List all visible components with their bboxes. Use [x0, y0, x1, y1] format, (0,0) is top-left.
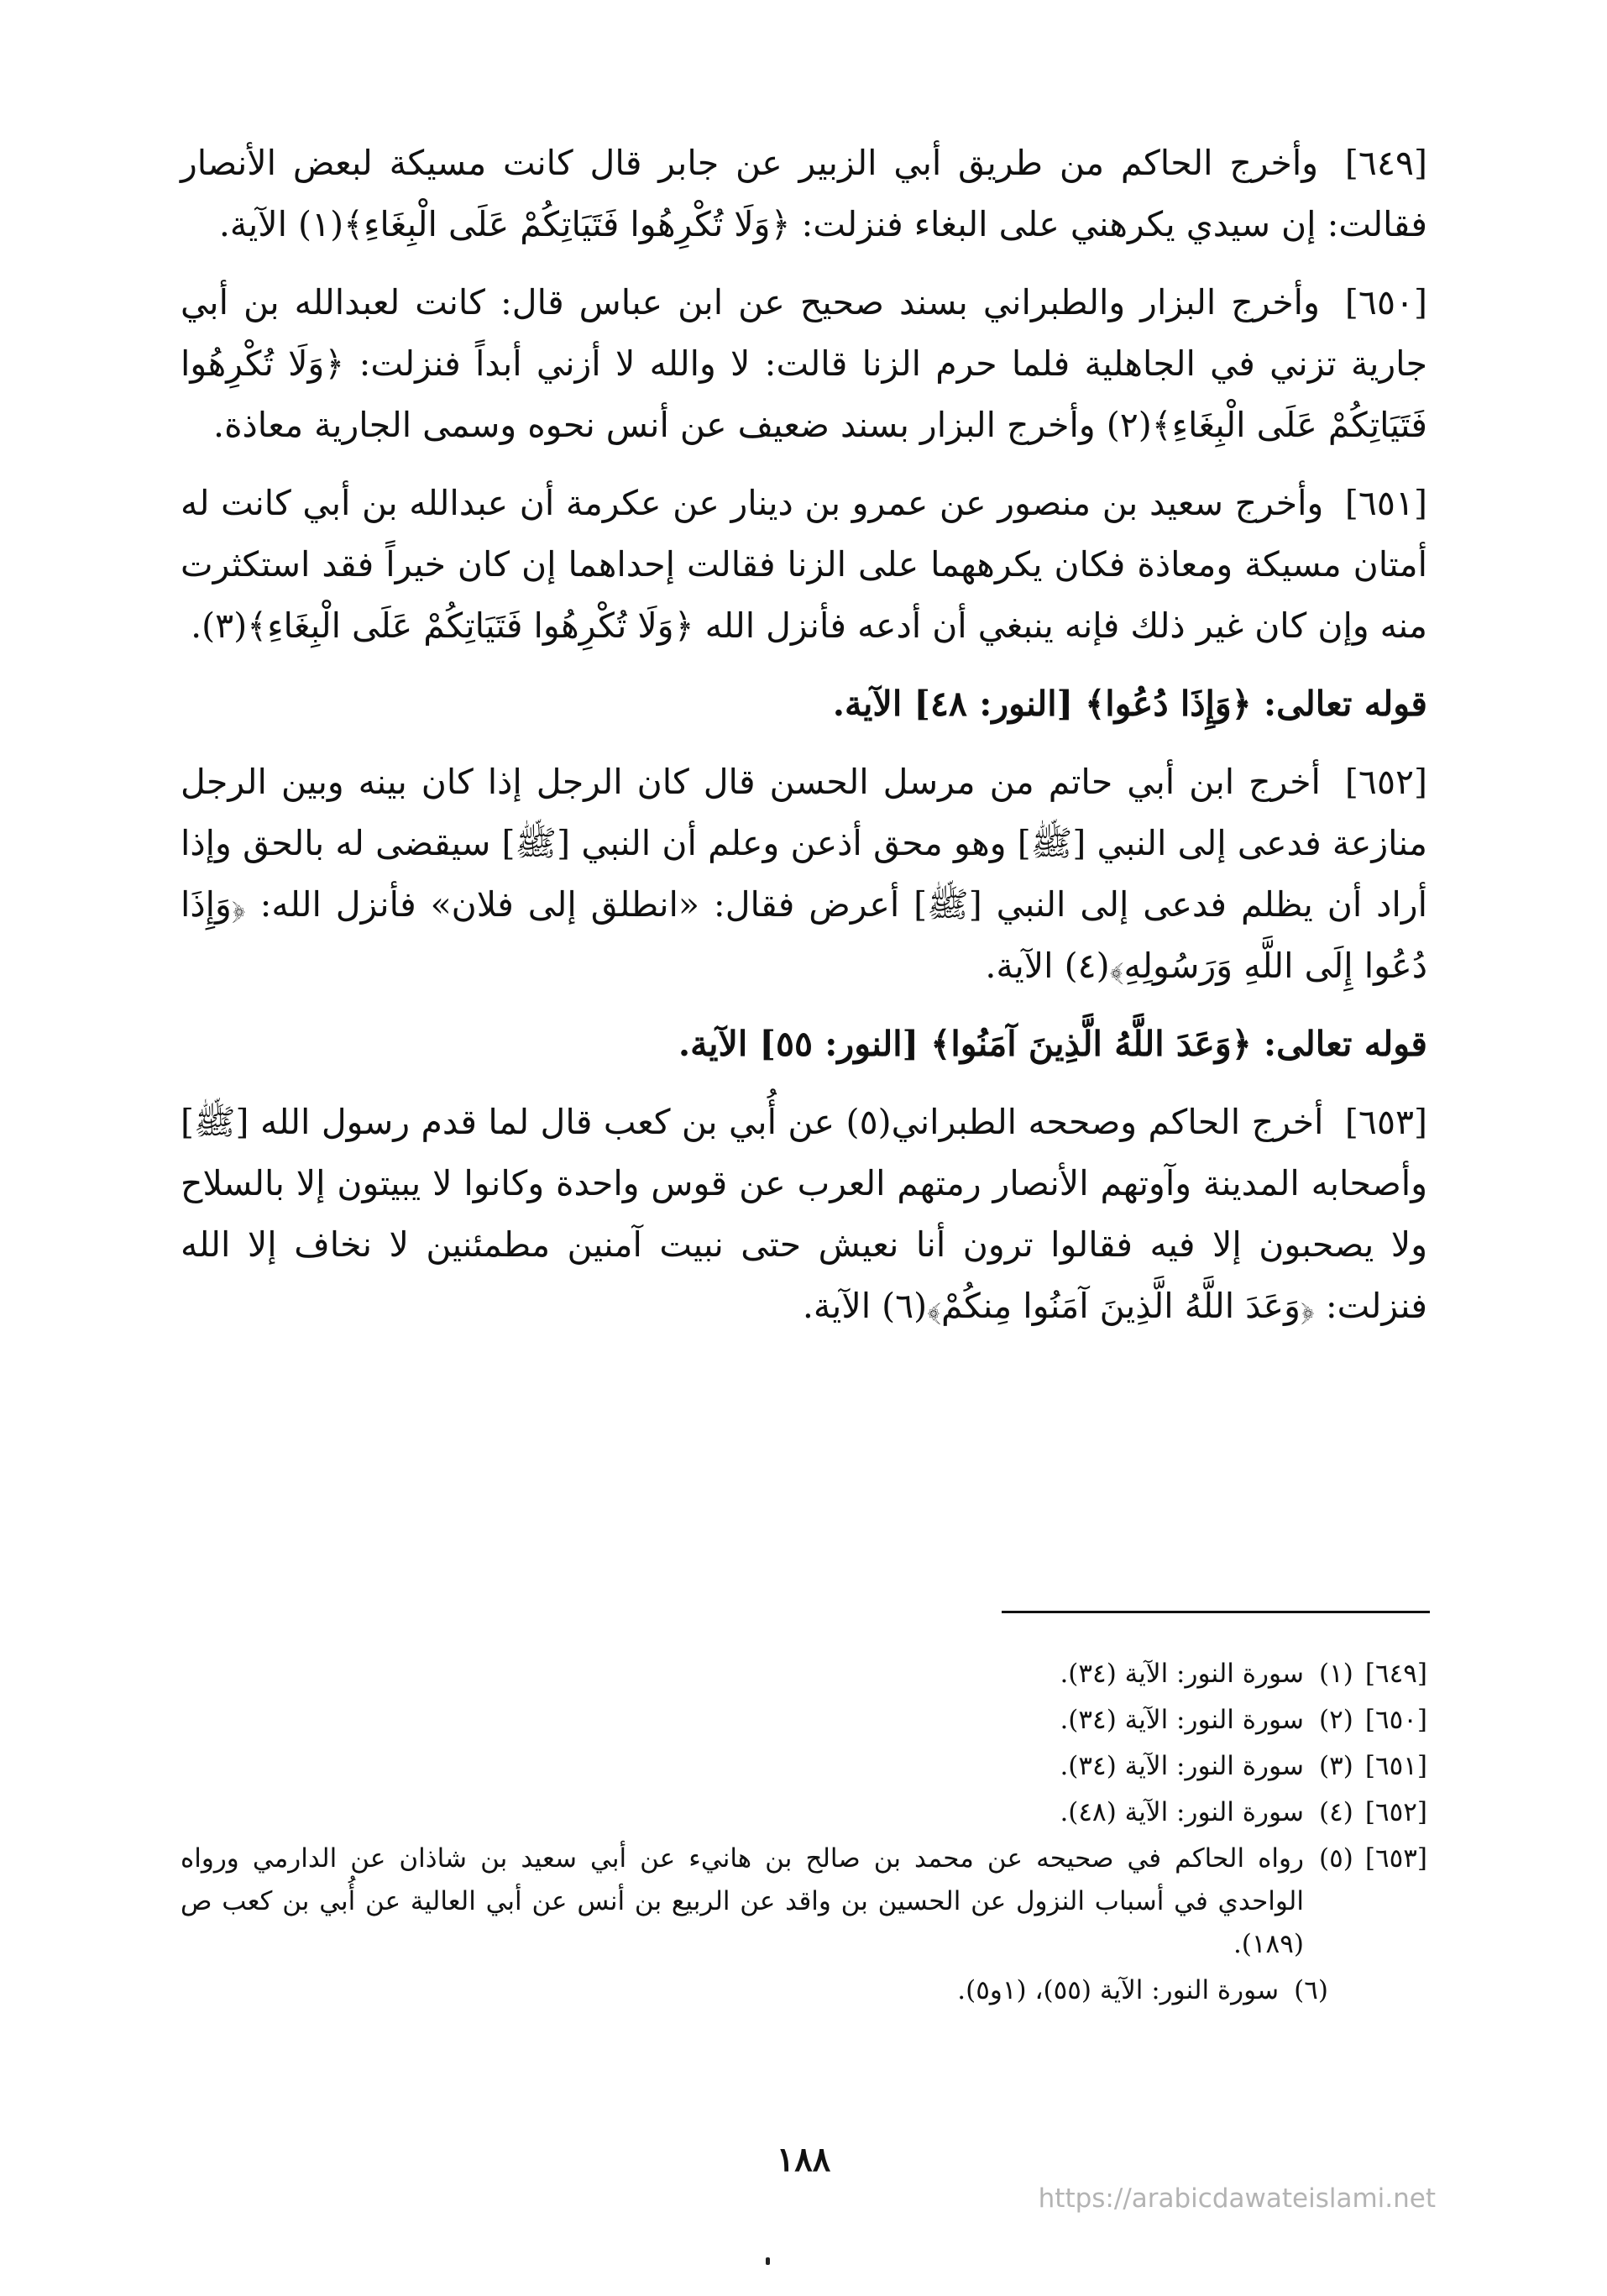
verse-heading: قوله تعالى: ﴿وَإِذَا دُعُوا﴾ [النور: ٤٨] الآية.: [832, 684, 1427, 724]
footnotes: [181, 1653, 1427, 2016]
hadith-paragraph: [181, 1092, 1427, 1337]
hadith-ref: [٦٥١]: [1344, 483, 1427, 523]
footnote: [181, 1699, 1427, 1742]
hadith-text: وأخرج البزار والطبراني بسند صحيح عن ابن عباس قال: كانت لعبدالله بن أبي جارية تزني في الجاهلية فلما حرم الزنا قالت: لا والله لا أزني أبداً فنزلت: ﴿وَلَا تُكْرِهُوا فَتَيَاتِكُمْ عَلَى الْبِغَاءِ﴾(٢) وأخرج البزار بسند ضعيف عن أنس نحوه وسمى الجارية معاذة.: [181, 282, 1427, 445]
hadith-ref: [٦٥٠]: [1344, 282, 1427, 322]
hadith-ref: [٦٤٩]: [1344, 143, 1427, 183]
hadith-paragraph: [181, 272, 1427, 456]
footnote-number: (٢): [1318, 1705, 1353, 1735]
main-text: [181, 133, 1427, 1354]
footnote: [181, 1791, 1427, 1834]
verse-heading: قوله تعالى: ﴿وَعَدَ اللَّهُ الَّذِينَ آمَنُوا﴾ [النور: ٥٥] الآية.: [678, 1024, 1427, 1064]
watermark-url: https://arabicdawateislami.net: [1038, 2183, 1436, 2214]
footnote: [181, 1745, 1427, 1788]
footnote-ref: [٦٥٠]: [1364, 1705, 1427, 1735]
footnote-number: (٥): [1318, 1843, 1353, 1874]
footnote: [181, 1837, 1427, 1966]
footnote-ref: [٦٥١]: [1364, 1751, 1427, 1781]
footnote-ref: [٦٥٣]: [1364, 1843, 1427, 1874]
hadith-text: أخرج الحاكم وصححه الطبراني(٥) عن أُبي بن كعب قال لما قدم رسول الله [ﷺ] وأصحابه المدينة وآوتهم الأنصار رمتهم العرب عن قوس واحدة وكانوا لا يبيتون إلا بالسلاح ولا يصحبون إلا فيه فقالوا ترون أنا نعيش حتى نبيت آمنين مطمئنين لا نخاف إلا الله فنزلت: ﴿وَعَدَ اللَّهُ الَّذِينَ آمَنُوا مِنكُمْ﴾(٦) الآية.: [181, 1102, 1427, 1326]
footnote-divider: [1002, 1611, 1430, 1613]
hadith-text: أخرج ابن أبي حاتم من مرسل الحسن قال كان الرجل إذا كان بينه وبين الرجل منازعة فدعى إلى النبي [ﷺ] وهو محق أذعن وعلم أن النبي [ﷺ] سيقضى له بالحق وإذا أراد أن يظلم فدعى إلى النبي [ﷺ] أعرض فقال: «انطلق إلى فلان» فأنزل الله: ﴿وَإِذَا دُعُوا إِلَى اللَّهِ وَرَسُولِهِ﴾(٤) الآية.: [181, 762, 1427, 986]
footnote-number: (٦): [1294, 1975, 1328, 2005]
scan-mark: [766, 2257, 770, 2265]
footnote-ref: [٦٤٩]: [1364, 1659, 1427, 1689]
footnote-text: سورة النور: الآية (٣٤).: [1060, 1751, 1304, 1781]
footnote-number: (٣): [1318, 1751, 1353, 1781]
hadith-paragraph: [181, 473, 1427, 657]
footnote-text: سورة النور: الآية (٣٤).: [1060, 1705, 1304, 1735]
footnote: [181, 1969, 1427, 2012]
hadith-paragraph: [181, 133, 1427, 255]
page-number: ١٨٨: [776, 2140, 831, 2179]
footnote-ref: [1340, 1969, 1427, 2012]
footnote-text: سورة النور: الآية (٤٨).: [1060, 1797, 1304, 1827]
footnote-text: سورة النور: الآية (٥٥)، (١و٥).: [957, 1975, 1280, 2005]
footnote-ref: [٦٥٢]: [1364, 1797, 1427, 1827]
hadith-text: وأخرج سعيد بن منصور عن عمرو بن دينار عن عكرمة أن عبدالله بن أبي كانت له أمتان مسيكة ومعاذة فكان يكرههما على الزنا فقالت إحداهما إن كان خيراً فقد استكثرت منه وإن كان غير ذلك فإنه ينبغي أن أدعه فأنزل الله ﴿وَلَا تُكْرِهُوا فَتَيَاتِكُمْ عَلَى الْبِغَاءِ﴾(٣).: [181, 483, 1427, 646]
footnote-text: رواه الحاكم في صحيحه عن محمد بن صالح بن هانيء عن أبي سعيد بن شاذان عن الدارمي ورواه الواحدي في أسباب النزول عن الحسين بن واقد عن الربيع بن أنس عن أبي العالية عن أُبي بن كعب ص (١٨٩).: [181, 1843, 1304, 1959]
footnote: [181, 1653, 1427, 1696]
hadith-ref: [٦٥٢]: [1344, 762, 1427, 802]
footnote-number: (١): [1318, 1659, 1353, 1689]
footnote-number: (٤): [1318, 1797, 1353, 1827]
hadith-ref: [٦٥٣]: [1344, 1102, 1427, 1142]
hadith-text: وأخرج الحاكم من طريق أبي الزبير عن جابر قال كانت مسيكة لبعض الأنصار فقالت: إن سيدي يكرهني على البغاء فنزلت: ﴿وَلَا تُكْرِهُوا فَتَيَاتِكُمْ عَلَى الْبِغَاءِ﴾(١) الآية.: [181, 143, 1427, 244]
footnote-text: سورة النور: الآية (٣٤).: [1060, 1659, 1304, 1689]
hadith-paragraph: [181, 752, 1427, 997]
